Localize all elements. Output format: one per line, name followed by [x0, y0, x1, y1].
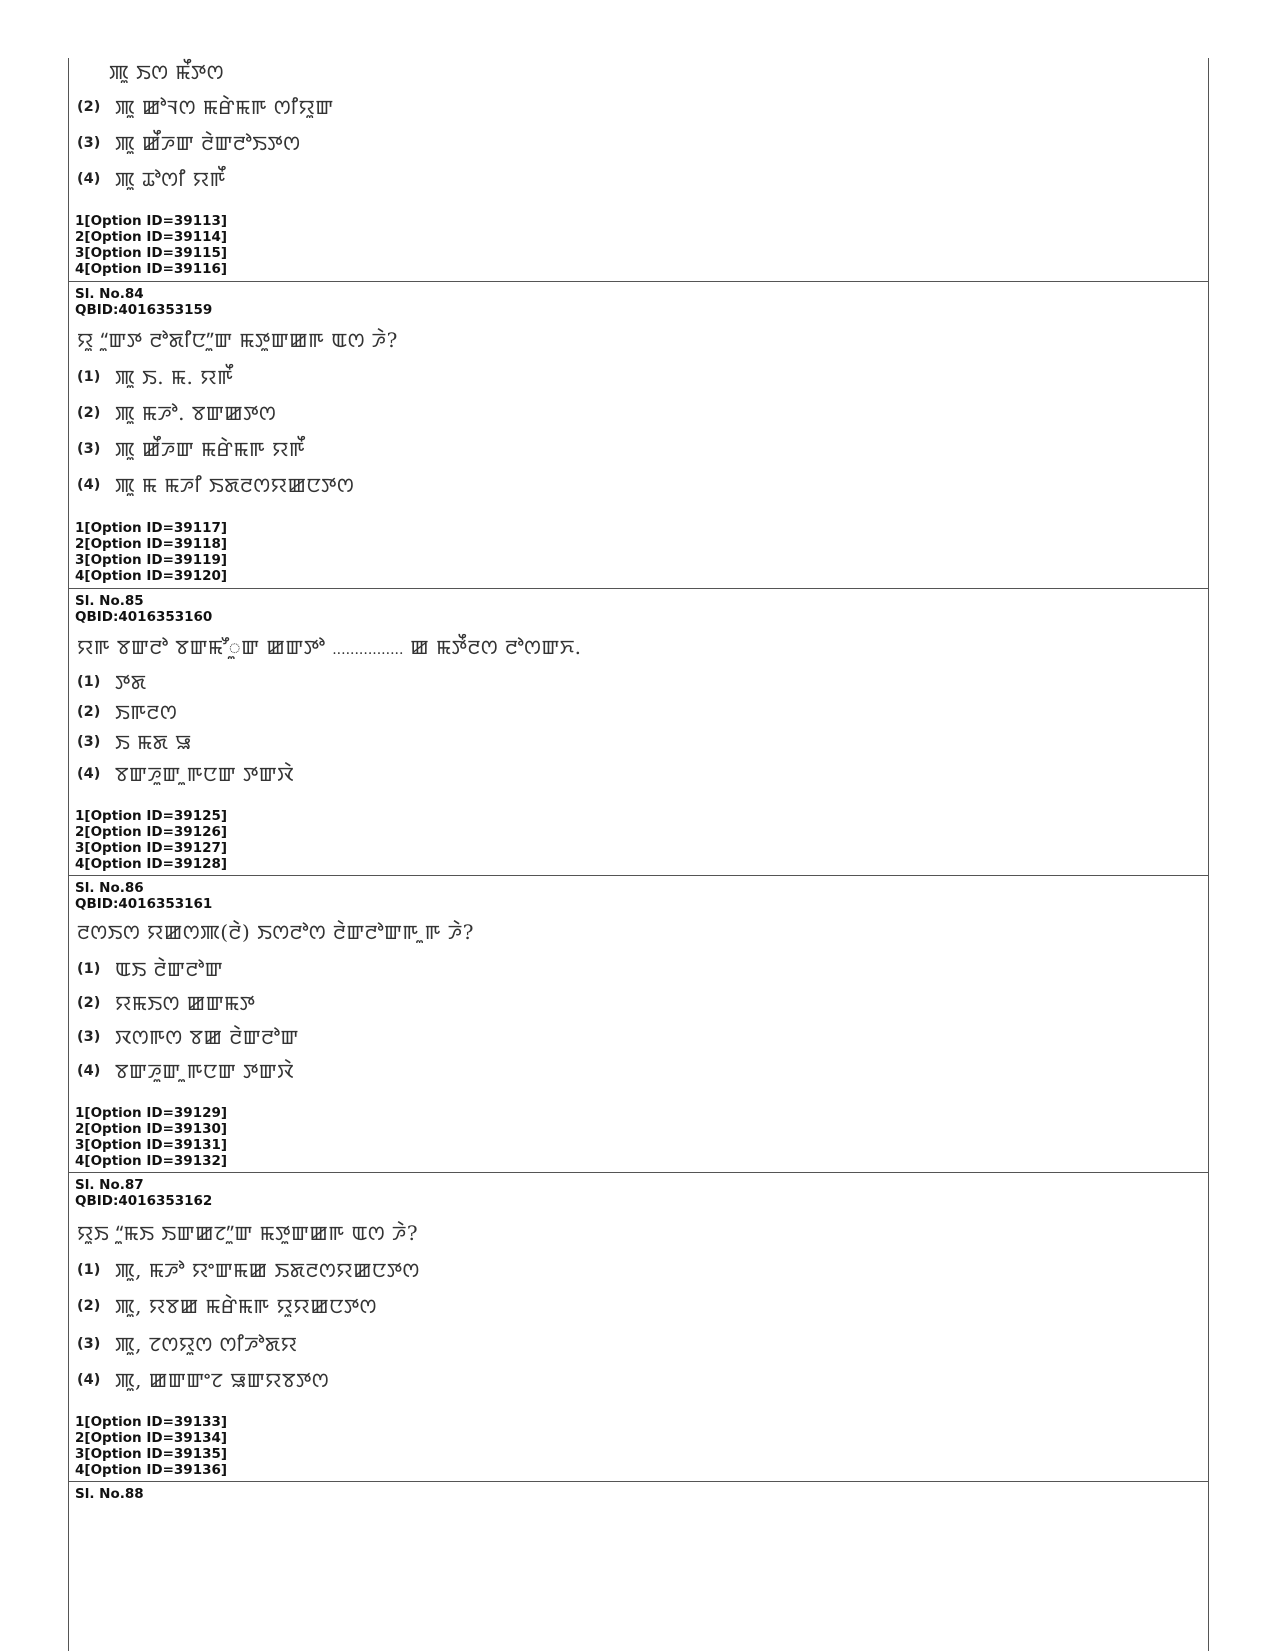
option-number: (2)	[77, 405, 101, 421]
question-bank-id: QBID:4016353160	[75, 609, 213, 625]
option-row	[77, 1293, 377, 1319]
option-text: ꯄꯨ ꯃꯍꯣ. ꯕꯛꯀꯇꯁ	[115, 401, 277, 425]
question-text	[77, 635, 582, 662]
option-id: 1[Option ID=39133]	[75, 1414, 228, 1430]
question-text: ꯌꯨꯏ “ꯨꯃꯏ ꯏꯛꯀꯖ”ꯨꯛ ꯃꯇꯨꯛꯀꯒ ꯑꯁ ꯍꯥ?	[77, 1221, 419, 1245]
option-id: 3[Option ID=39131]	[75, 1137, 228, 1153]
option-id: 3[Option ID=39115]	[75, 245, 228, 261]
option-number: (3)	[77, 135, 101, 151]
option-id-list	[75, 808, 227, 872]
option-row	[77, 729, 192, 755]
option-number: (3)	[77, 1336, 101, 1352]
option-id-list	[75, 213, 227, 277]
option-number: (4)	[77, 1063, 101, 1079]
option-id: 3[Option ID=39127]	[75, 840, 228, 856]
serial-number: Sl. No.87	[75, 1177, 144, 1193]
option-row	[77, 1257, 420, 1283]
option-id: 3[Option ID=39135]	[75, 1446, 228, 1462]
option-id-list	[75, 520, 227, 584]
option-text: ꯄꯨ ꯀꯣꯜꯁ ꯃꯔꯥꯃꯒ ꯁꯤꯌꯨꯛ	[115, 95, 334, 119]
option-id: 2[Option ID=39118]	[75, 536, 228, 552]
option-text: ꯌꯃꯏꯁ ꯀꯛꯃꯇ	[115, 991, 256, 1015]
option-text: ꯄꯨ ꯃ ꯃꯍꯤ ꯏꯗꯂꯁꯌꯀꯅꯇꯁ	[115, 473, 355, 497]
option-text: ꯋꯁꯒꯁ ꯕꯀ ꯂꯥꯛꯂꯣꯛ	[115, 1025, 299, 1049]
option-number: (2)	[77, 704, 101, 720]
question-text: ꯂꯁꯏꯁ ꯌꯀꯁꯄ(ꯂꯥ) ꯏꯁꯂꯣꯁ ꯂꯥꯛꯂꯣꯛꯒ ꯨꯒ ꯍꯥ?	[77, 920, 474, 944]
question-bank-id: QBID:4016353159	[75, 302, 213, 318]
option-number: (3)	[77, 734, 101, 750]
option-number: (2)	[77, 99, 101, 115]
option-number: (3)	[77, 441, 101, 457]
option-row	[77, 1058, 294, 1084]
option-row	[77, 699, 177, 725]
option-text: ꯄꯨ, ꯖꯁꯌꯨꯁ ꯁꯤꯍꯣꯗꯌ	[115, 1332, 298, 1356]
option-number: (1)	[77, 961, 101, 977]
option-text: ꯄꯨ ꯊꯣꯁꯤ ꯌꯒꯩ	[115, 167, 226, 191]
option-text: ꯄꯨ, ꯌꯕꯀ ꯃꯔꯥꯃꯒ ꯌꯨꯌꯀꯅꯇꯁ	[115, 1294, 377, 1318]
question-block-86	[69, 876, 1208, 1173]
option-text: ꯏꯒꯂꯁ	[115, 700, 178, 724]
option-number: (4)	[77, 477, 101, 493]
option-id: 2[Option ID=39130]	[75, 1121, 228, 1137]
option-number: (2)	[77, 995, 101, 1011]
option-text: ꯄꯨ ꯏ. ꯃ. ꯌꯒꯩ	[115, 365, 234, 389]
question-paper-frame	[68, 58, 1209, 1651]
option-text: ꯏ ꯃꯗ ꯎ	[115, 730, 192, 754]
option-text: ꯄꯨ ꯀꯩꯍꯛ ꯃꯔꯥꯃꯒ ꯌꯒꯩ	[115, 437, 306, 461]
option-row	[77, 669, 147, 695]
option-number: (1)	[77, 1262, 101, 1278]
option-id: 1[Option ID=39117]	[75, 520, 228, 536]
option-id: 3[Option ID=39119]	[75, 552, 228, 568]
question-block-87	[69, 1173, 1208, 1482]
option-row	[77, 400, 276, 426]
serial-number: Sl. No.85	[75, 593, 144, 609]
option-text: ꯄꯨ, ꯃꯍꯣ ꯌꯦꯛꯃꯀ ꯏꯗꯂꯁꯌꯀꯅꯇꯁ	[115, 1258, 420, 1282]
option-1-text: ꯄꯨ ꯏꯁ ꯃꯩꯇꯁ	[109, 60, 224, 84]
option-row	[77, 990, 255, 1016]
option-row	[77, 130, 300, 156]
option-row	[77, 761, 294, 787]
option-number: (4)	[77, 171, 101, 187]
option-row	[77, 472, 354, 498]
option-number: (1)	[77, 674, 101, 690]
option-id: 2[Option ID=39134]	[75, 1430, 228, 1446]
serial-number: Sl. No.86	[75, 880, 144, 896]
option-id: 2[Option ID=39114]	[75, 229, 228, 245]
question-text-before-blank: ꯌꯒ ꯕꯛꯂꯣ ꯕꯛꯃꯧꯨꯛ ꯀꯛꯇꯣ	[77, 635, 326, 659]
option-number: (1)	[77, 369, 101, 385]
serial-number: Sl. No.84	[75, 286, 144, 302]
question-text: ꯌꯨ “ꯨꯛꯇ ꯂꯣꯗꯤꯅ”ꯨꯛ ꯃꯇꯨꯛꯀꯒ ꯑꯁ ꯍꯥ?	[77, 328, 398, 352]
option-row	[77, 1367, 329, 1393]
question-bank-id: QBID:4016353162	[75, 1193, 213, 1209]
serial-number: Sl. No.88	[75, 1486, 144, 1502]
option-number: (4)	[77, 766, 101, 782]
option-text: ꯑꯏ ꯂꯥꯛꯂꯣꯛ	[115, 957, 224, 981]
option-id: 1[Option ID=39129]	[75, 1105, 228, 1121]
option-text: ꯕꯛꯍꯨꯛ ꯨꯒꯅꯛ ꯇꯛꯋꯥ	[115, 1059, 295, 1083]
option-number: (2)	[77, 1298, 101, 1314]
option-id: 4[Option ID=39132]	[75, 1153, 228, 1169]
option-id: 4[Option ID=39116]	[75, 261, 228, 277]
option-id: 2[Option ID=39126]	[75, 824, 228, 840]
question-block-88	[69, 1482, 1208, 1651]
question-text-after-blank: ꯀ ꯃꯇꯩꯂꯁ ꯂꯣꯁꯛꯈ.	[410, 635, 582, 659]
option-id: 4[Option ID=39120]	[75, 568, 228, 584]
option-id-list	[75, 1105, 227, 1169]
option-text: ꯇꯗ	[115, 670, 147, 694]
question-bank-id: QBID:4016353161	[75, 896, 213, 912]
option-id: 4[Option ID=39128]	[75, 856, 228, 872]
option-row	[77, 1331, 297, 1357]
option-row	[77, 956, 223, 982]
option-row	[77, 166, 226, 192]
option-text: ꯕꯛꯍꯨꯛ ꯨꯒꯅꯛ ꯇꯛꯋꯥ	[115, 762, 295, 786]
option-id-list	[75, 1414, 227, 1478]
option-row	[77, 436, 305, 462]
option-number: (4)	[77, 1372, 101, 1388]
fill-in-blank: ................	[332, 642, 404, 658]
option-row	[77, 94, 334, 120]
question-block-83	[69, 58, 1208, 282]
option-text: ꯄꯨ, ꯀꯛꯛꯦꯖ ꯎꯛꯌꯕꯇꯁ	[115, 1368, 330, 1392]
option-number: (3)	[77, 1029, 101, 1045]
option-row	[77, 1024, 299, 1050]
option-id: 4[Option ID=39136]	[75, 1462, 228, 1478]
option-row	[77, 364, 233, 390]
question-block-85	[69, 589, 1208, 876]
option-id: 1[Option ID=39113]	[75, 213, 228, 229]
question-block-84	[69, 282, 1208, 589]
option-text: ꯄꯨ ꯀꯩꯍꯛ ꯂꯥꯛꯂꯣꯏꯇꯁ	[115, 131, 301, 155]
option-id: 1[Option ID=39125]	[75, 808, 228, 824]
